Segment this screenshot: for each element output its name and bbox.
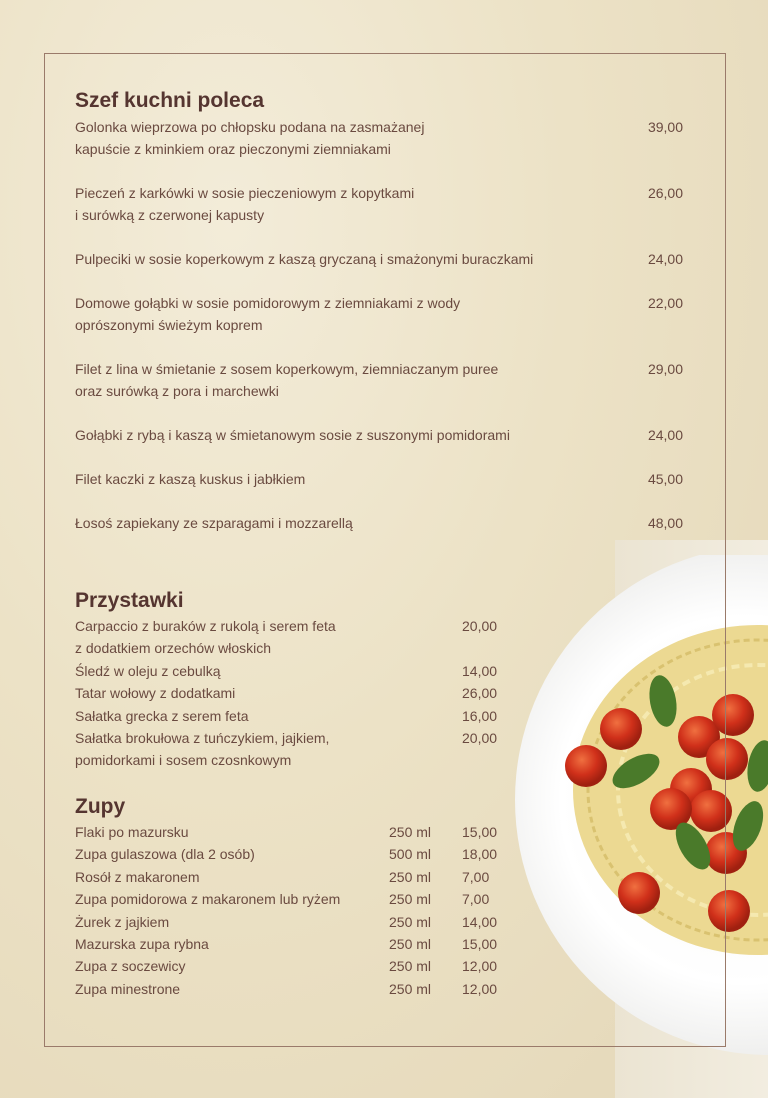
menu-item [75,512,683,534]
item-volume: 250 ml [389,824,432,840]
chef-list [75,116,683,556]
section-title-soups: Zupy [75,795,126,818]
item-name: Zupa minestrone [75,980,181,997]
menu-item [75,116,683,160]
section-title-chef: Szef kuchni poleca [75,89,265,112]
item-price: 24,00 [647,251,683,267]
item-volume: 250 ml [389,980,432,997]
item-price: 14,00 [462,913,498,930]
menu-item [75,843,500,865]
item-name-line: Filet kaczki z kaszą kuskus i jabłkiem [75,471,306,487]
item-name-line: Golonka wieprzowa po chłopsku podana na zasmażanej [75,119,425,135]
menu-item [75,615,500,637]
menu-item [75,292,683,336]
item-price: 7,00 [462,891,490,908]
item-name-line: oprószonymi świeżym koprem [75,317,263,333]
item-name-line: oraz surówką z pora i marchewki [75,383,279,399]
starters-list [75,615,500,772]
item-price: 48,00 [647,515,683,531]
item-name-line: Filet z lina w śmietanie z sosem koperkowym, ziemniaczanym puree [75,361,499,377]
item-price: 45,00 [647,471,683,487]
item-price: 20,00 [462,729,498,746]
item-price: 24,00 [647,427,683,443]
menu-item [75,727,500,749]
item-name-line: Łosoś zapiekany ze szparagami i mozzarellą [75,515,353,531]
item-name: Sałatka brokułowa z tuńczykiem, jajkiem, [75,729,330,746]
item-price: 12,00 [462,980,498,997]
item-name: Zupa gulaszowa (dla 2 osób) [75,846,255,863]
item-price: 7,00 [462,868,490,885]
menu-item [75,358,683,402]
menu-item [75,660,500,682]
item-name: Tatar wołowy z dodatkami [75,685,236,702]
item-price: 15,00 [462,824,498,840]
menu-item [75,468,683,490]
item-name-line: Pieczeń z karkówki w sosie pieczeniowym z kopytkami [75,185,415,201]
item-price: 12,00 [462,958,498,975]
item-name-line: kapuście z kminkiem oraz pieczonymi ziemniakami [75,141,391,157]
item-volume: 250 ml [389,891,432,908]
menu-item [75,705,500,727]
item-price: 15,00 [462,935,498,952]
item-price: 20,00 [462,618,498,634]
menu-item [75,182,683,226]
item-name: Zupa z soczewicy [75,958,186,975]
soups-list [75,821,500,1000]
item-name: Zupa pomidorowa z makaronem lub ryżem [75,891,341,908]
item-name-line: i surówką z czerwonej kapusty [75,207,265,223]
item-price: 14,00 [462,662,498,679]
item-price: 29,00 [647,361,683,377]
menu-item [75,933,500,955]
item-name-line: Domowe gołąbki w sosie pomidorowym z ziemniakami z wody [75,295,461,311]
item-name-line: Pulpeciki w sosie koperkowym z kaszą gryczaną i smażonymi buraczkami [75,251,534,267]
item-name: Mazurska zupa rybna [75,935,209,952]
item-name: z dodatkiem orzechów włoskich [75,640,272,657]
item-volume: 250 ml [389,913,432,930]
item-volume: 250 ml [389,868,432,885]
item-price: 22,00 [647,295,683,311]
item-name-line: Gołąbki z rybą i kaszą w śmietanowym sosie z suszonymi pomidorami [75,427,510,443]
menu-item [75,682,500,704]
menu-item [75,955,500,977]
item-price: 16,00 [462,707,498,724]
item-volume: 500 ml [389,846,432,863]
menu-item [75,424,683,446]
item-name: Śledź w oleju z cebulką [75,662,221,679]
item-price: 18,00 [462,846,498,863]
item-name: Flaki po mazursku [75,824,189,840]
menu-item [75,637,500,659]
menu-item [75,248,683,270]
item-name: Rosół z makaronem [75,868,200,885]
menu-item [75,749,500,771]
item-name: Żurek z jajkiem [75,913,170,930]
item-name: Sałatka grecka z serem feta [75,707,249,724]
menu-item [75,911,500,933]
item-price: 26,00 [647,185,683,201]
menu-item [75,978,500,1000]
section-title-starters: Przystawki [75,589,184,612]
menu-item [75,888,500,910]
item-name: Carpaccio z buraków z rukolą i serem feta [75,618,336,634]
item-name: pomidorkami i sosem czosnkowym [75,752,292,769]
item-volume: 250 ml [389,958,432,975]
item-price: 26,00 [462,685,498,702]
item-volume: 250 ml [389,935,432,952]
item-price: 39,00 [647,119,683,135]
menu-item [75,866,500,888]
menu-item [75,821,500,843]
